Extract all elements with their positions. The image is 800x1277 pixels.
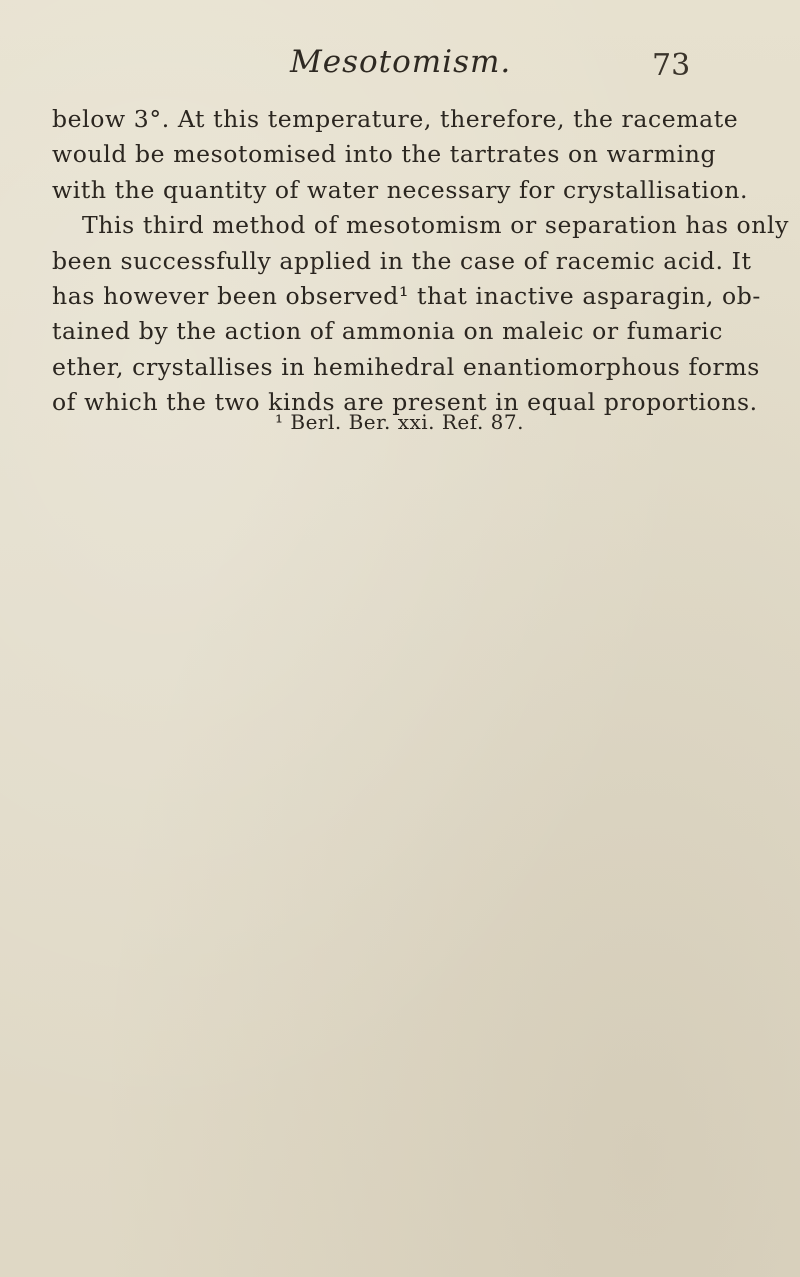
- text-line: tained by the action of ammonia on maleic or fumaric: [52, 317, 724, 346]
- footnote: ¹ Berl. Ber. xxi. Ref. 87.: [275, 410, 524, 434]
- text-line: been successfully applied in the case of racemic acid. It: [52, 246, 752, 275]
- page-number: 73: [652, 48, 691, 83]
- text-line: with the quantity of water necessary for crystallisation.: [52, 175, 749, 204]
- text-line: ether, crystallises in hemihedral enantiomorphous forms: [52, 352, 760, 381]
- body-paragraphs: [52, 102, 790, 421]
- text-line: of which the two kinds are present in equal proportions.: [52, 388, 758, 417]
- text-line: has however been observed¹ that inactive asparagin, ob-: [52, 282, 761, 311]
- text-line: below 3°. At this temperature, therefore, the racemate: [52, 105, 739, 133]
- running-title: Mesotomism.: [290, 44, 512, 80]
- text-line: would be mesotomised into the tartrates on warming: [52, 140, 717, 169]
- text-line: This third method of mesotomism or separation has only: [82, 211, 790, 240]
